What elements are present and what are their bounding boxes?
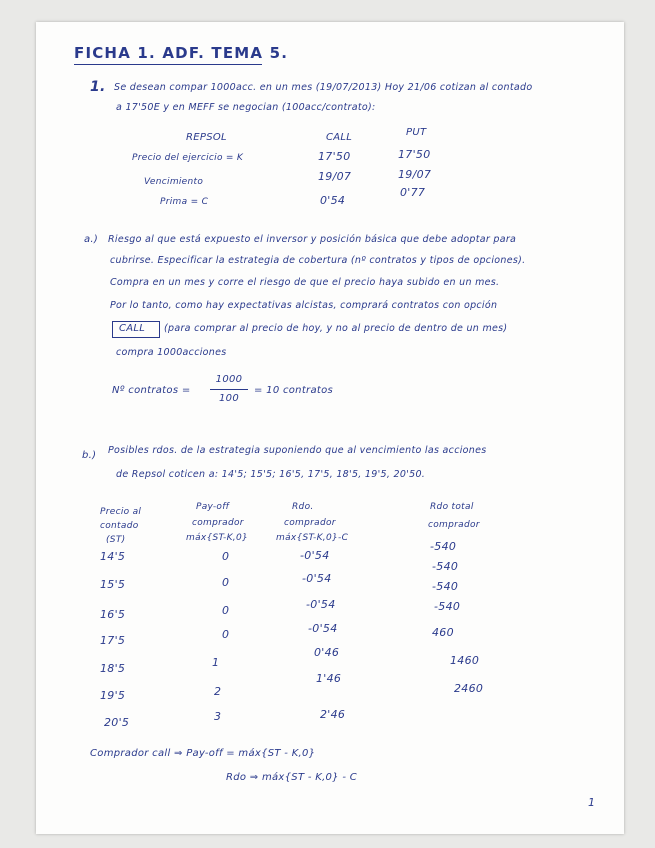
- problem-statement-line2: a 17'50E y en MEFF se negocian (100acc/contrato):: [116, 102, 376, 113]
- header-total-line2: comprador: [428, 520, 480, 530]
- row-rdo: -0'54: [306, 598, 336, 611]
- header-rdo-line1: Rdo.: [292, 502, 314, 512]
- fraction-bar: [210, 389, 248, 390]
- header-payoff-line3: máx{ST-K,0}: [186, 533, 249, 543]
- problem-number: 1.: [90, 79, 106, 95]
- part-a-line1: Riesgo al que está expuesto el inversor y posición básica que debe adoptar para: [108, 234, 517, 245]
- fraction-numerator: 1000: [215, 374, 243, 385]
- formula-payoff: Comprador call ⇒ Pay-off = máx{ST - K,0}: [90, 748, 316, 759]
- table-row-label: Precio del ejercicio = K: [132, 153, 244, 163]
- table-header-put: PUT: [406, 127, 427, 138]
- row-price: 15'5: [100, 578, 126, 591]
- row-price: 17'5: [100, 634, 126, 647]
- part-b-line1: Posibles rdos. de la estrategia suponiendo que al vencimiento las acciones: [108, 445, 487, 456]
- table-cell-call: 19/07: [318, 170, 352, 183]
- row-payoff: 0: [222, 550, 230, 563]
- table-row-label: Prima = C: [160, 197, 209, 207]
- row-price: 19'5: [100, 689, 126, 702]
- header-payoff-line2: comprador: [192, 518, 244, 528]
- row-total: -540: [432, 580, 459, 593]
- row-price: 20'5: [104, 716, 130, 729]
- contracts-result: = 10 contratos: [254, 385, 334, 396]
- row-rdo: 2'46: [320, 708, 346, 721]
- part-a-line5: (para comprar al precio de hoy, y no al precio de dentro de un mes): [164, 323, 508, 334]
- problem-statement-line1: Se desean compar 1000acc. en un mes (19/07/2013) Hoy 21/06 cotizan al contado: [114, 82, 533, 93]
- part-a-label: a.): [84, 234, 99, 245]
- row-rdo: 0'46: [314, 646, 340, 659]
- row-payoff: 0: [222, 628, 230, 641]
- row-rdo: -0'54: [308, 622, 338, 635]
- table-cell-call: 0'54: [320, 194, 346, 207]
- table-header-call: CALL: [326, 132, 353, 143]
- notebook-page: [36, 22, 624, 834]
- page-number: 1: [588, 796, 596, 809]
- row-total: 1460: [450, 654, 480, 667]
- formula-rdo: Rdo ⇒ máx{ST - K,0} - C: [226, 772, 358, 783]
- part-b-label: b.): [82, 450, 97, 461]
- row-payoff: 0: [222, 576, 230, 589]
- row-total: -540: [430, 540, 457, 553]
- boxed-call-word: CALL: [119, 323, 146, 334]
- row-total: -540: [434, 600, 461, 613]
- row-rdo: -0'54: [302, 572, 332, 585]
- header-price-line2: contado: [100, 521, 139, 531]
- row-price: 14'5: [100, 550, 126, 563]
- row-payoff: 0: [222, 604, 230, 617]
- header-price-line3: (ST): [106, 535, 126, 545]
- page-title: FICHA 1. ADF. TEMA 5.: [74, 44, 289, 62]
- row-rdo: 1'46: [316, 672, 342, 685]
- table-cell-call: 17'50: [318, 150, 351, 163]
- row-payoff: 1: [212, 656, 220, 669]
- table-cell-put: 19/07: [398, 168, 432, 181]
- header-price-line1: Precio al: [100, 507, 142, 517]
- part-a-line2: cubrirse. Especificar la estrategia de cobertura (nº contratos y tipos de opciones).: [110, 255, 526, 266]
- part-b-line2: de Repsol coticen a: 14'5; 15'5; 16'5, 17'5, 18'5, 19'5, 20'50.: [116, 469, 426, 480]
- row-payoff: 2: [214, 685, 222, 698]
- part-a-line3: Compra en un mes y corre el riesgo de que el precio haya subido en un mes.: [110, 277, 500, 288]
- title-underline: [74, 64, 262, 65]
- part-a-line4: Por lo tanto, como hay expectativas alcistas, comprará contratos con opción: [110, 300, 498, 311]
- row-price: 16'5: [100, 608, 126, 621]
- header-rdo-line2: comprador: [284, 518, 336, 528]
- table-cell-put: 0'77: [400, 186, 426, 199]
- table-cell-put: 17'50: [398, 148, 431, 161]
- row-total: -540: [432, 560, 459, 573]
- fraction-denominator: 100: [219, 393, 239, 404]
- row-price: 18'5: [100, 662, 126, 675]
- part-a-line6: compra 1000acciones: [116, 347, 227, 358]
- table-header-repsol: REPSOL: [186, 132, 227, 143]
- table-row-label: Vencimiento: [144, 177, 204, 187]
- row-total: 460: [432, 626, 454, 639]
- header-rdo-line3: máx{ST-K,0}-C: [276, 533, 349, 543]
- row-payoff: 3: [214, 710, 222, 723]
- contracts-label: Nº contratos =: [112, 385, 191, 396]
- header-payoff-line1: Pay-off: [196, 502, 230, 512]
- header-total-line1: Rdo total: [430, 502, 474, 512]
- row-total: 2460: [454, 682, 484, 695]
- row-rdo: -0'54: [300, 549, 330, 562]
